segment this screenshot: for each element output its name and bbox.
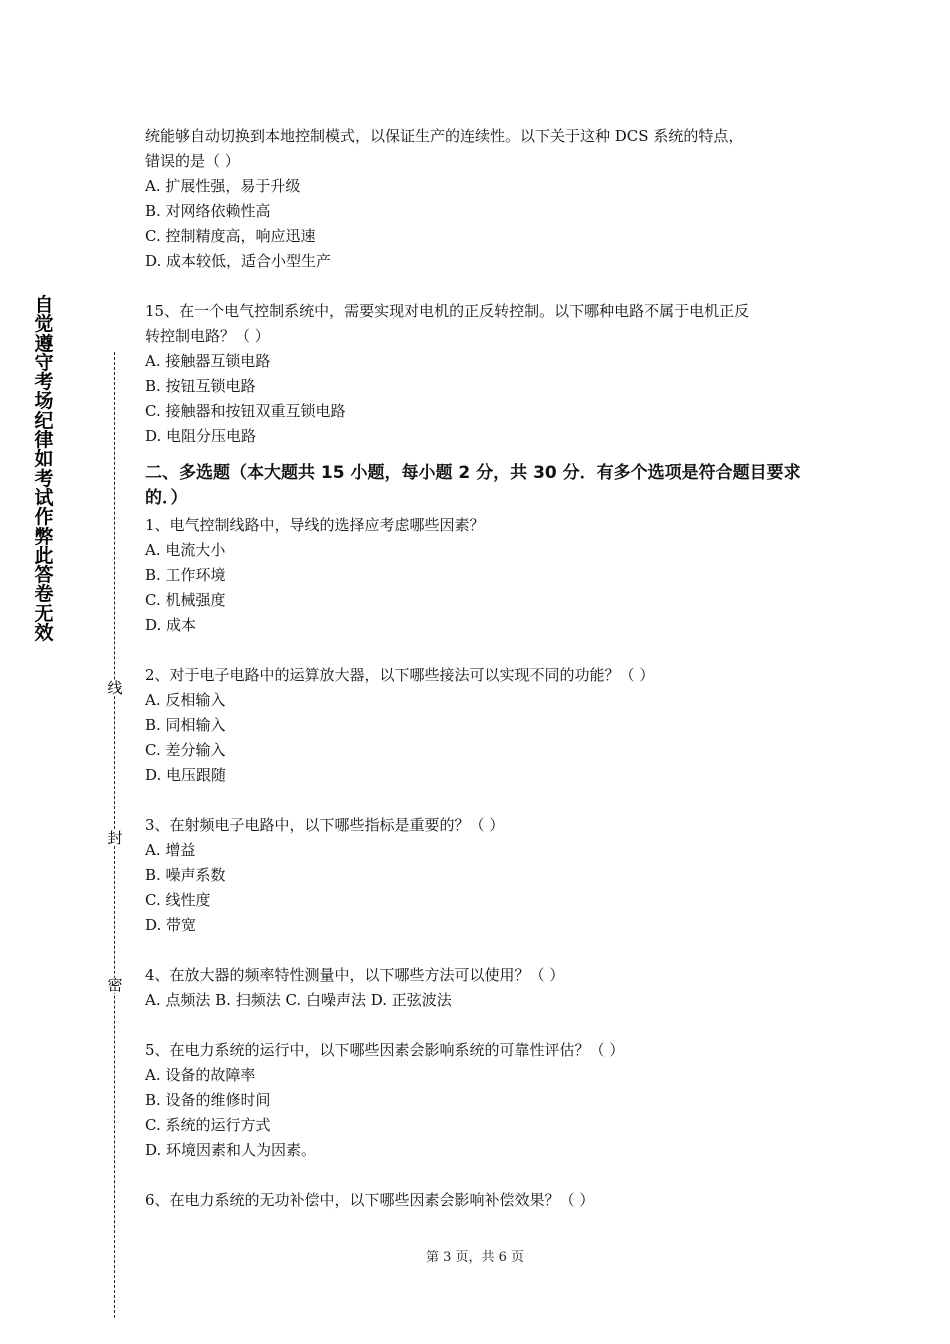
option-b: B. 对网络依赖性高 xyxy=(145,202,271,220)
question-text: 5、在电力系统的运行中，以下哪些因素会影响系统的可靠性评估？（ ） xyxy=(145,1041,625,1059)
option-a: A. 扩展性强，易于升级 xyxy=(145,177,301,195)
option-a: A. 接触器互锁电路 xyxy=(145,352,271,370)
option-c: C. 控制精度高，响应迅速 xyxy=(145,227,316,245)
option-d: D. 带宽 xyxy=(145,916,197,934)
page-number-footer: 第 3 页，共 6 页 xyxy=(425,1250,525,1265)
question-text: 2、对于电子电路中的运算放大器，以下哪些接法可以实现不同的功能？（ ） xyxy=(145,666,655,684)
option-a: A. 电流大小 xyxy=(145,541,226,559)
multi-question-1 xyxy=(145,513,820,638)
option-d: D. 电压跟随 xyxy=(145,766,227,784)
option-b: B. 同相输入 xyxy=(145,716,226,734)
question-continued xyxy=(145,124,820,274)
binding-mark-secret: 密 xyxy=(107,976,123,994)
option-b: B. 工作环境 xyxy=(145,566,226,584)
question-text: 转控制电路？（ ） xyxy=(145,327,270,345)
option-c: C. 系统的运行方式 xyxy=(145,1116,271,1134)
option-b: B. 设备的维修时间 xyxy=(145,1091,271,1109)
option-a: A. 反相输入 xyxy=(145,691,226,709)
option-c: C. 线性度 xyxy=(145,891,211,909)
multi-question-2 xyxy=(145,663,820,788)
option-b: B. 噪声系数 xyxy=(145,866,226,884)
option-b: B. 按钮互锁电路 xyxy=(145,377,256,395)
section-heading-multiple-choice: 二、多选题（本大题共 15 小题，每小题 2 分，共 30 分．有多个选项是符合题目要求的．） xyxy=(145,463,801,508)
question-text: 4、在放大器的频率特性测量中，以下哪些方法可以使用？（ ） xyxy=(145,966,565,984)
option-c: C. 差分输入 xyxy=(145,741,226,759)
multi-question-3 xyxy=(145,813,820,938)
binding-mark-seal: 封 xyxy=(107,829,123,847)
option-d: D. 电阻分压电路 xyxy=(145,427,257,445)
multi-question-4 xyxy=(145,963,820,1013)
multi-question-5 xyxy=(145,1038,820,1163)
question-text: 1、电气控制线路中，导线的选择应考虑哪些因素？ xyxy=(145,516,485,534)
option-c: C. 接触器和按钮双重互锁电路 xyxy=(145,402,346,420)
option-a: A. 设备的故障率 xyxy=(145,1066,256,1084)
question-text: 15、在一个电气控制系统中，需要实现对电机的正反转控制。以下哪种电路不属于电机正反 xyxy=(145,302,750,320)
question-text: 错误的是（ ） xyxy=(145,152,240,170)
option-c: C. 机械强度 xyxy=(145,591,226,609)
multi-question-6 xyxy=(145,1188,820,1213)
question-text: 3、在射频电子电路中，以下哪些指标是重要的？（ ） xyxy=(145,816,505,834)
question-15 xyxy=(145,299,820,449)
option-d: D. 成本 xyxy=(145,616,197,634)
question-text: 统能够自动切换到本地控制模式，以保证生产的连续性。以下关于这种 DCS 系统的特点， xyxy=(145,127,744,145)
exam-discipline-notice: 自觉遵守考场纪律如考试作弊此答卷无效 xyxy=(34,294,54,645)
option-a: A. 增益 xyxy=(145,841,196,859)
exam-content xyxy=(145,124,820,1213)
binding-mark-line: 线 xyxy=(107,679,123,697)
option-d: D. 环境因素和人为因素。 xyxy=(145,1141,317,1159)
option-d: D. 成本较低，适合小型生产 xyxy=(145,252,332,270)
options-inline: A. 点频法 B. 扫频法 C. 白噪声法 D. 正弦波法 xyxy=(145,991,452,1009)
question-text: 6、在电力系统的无功补偿中，以下哪些因素会影响补偿效果？（ ） xyxy=(145,1191,595,1209)
